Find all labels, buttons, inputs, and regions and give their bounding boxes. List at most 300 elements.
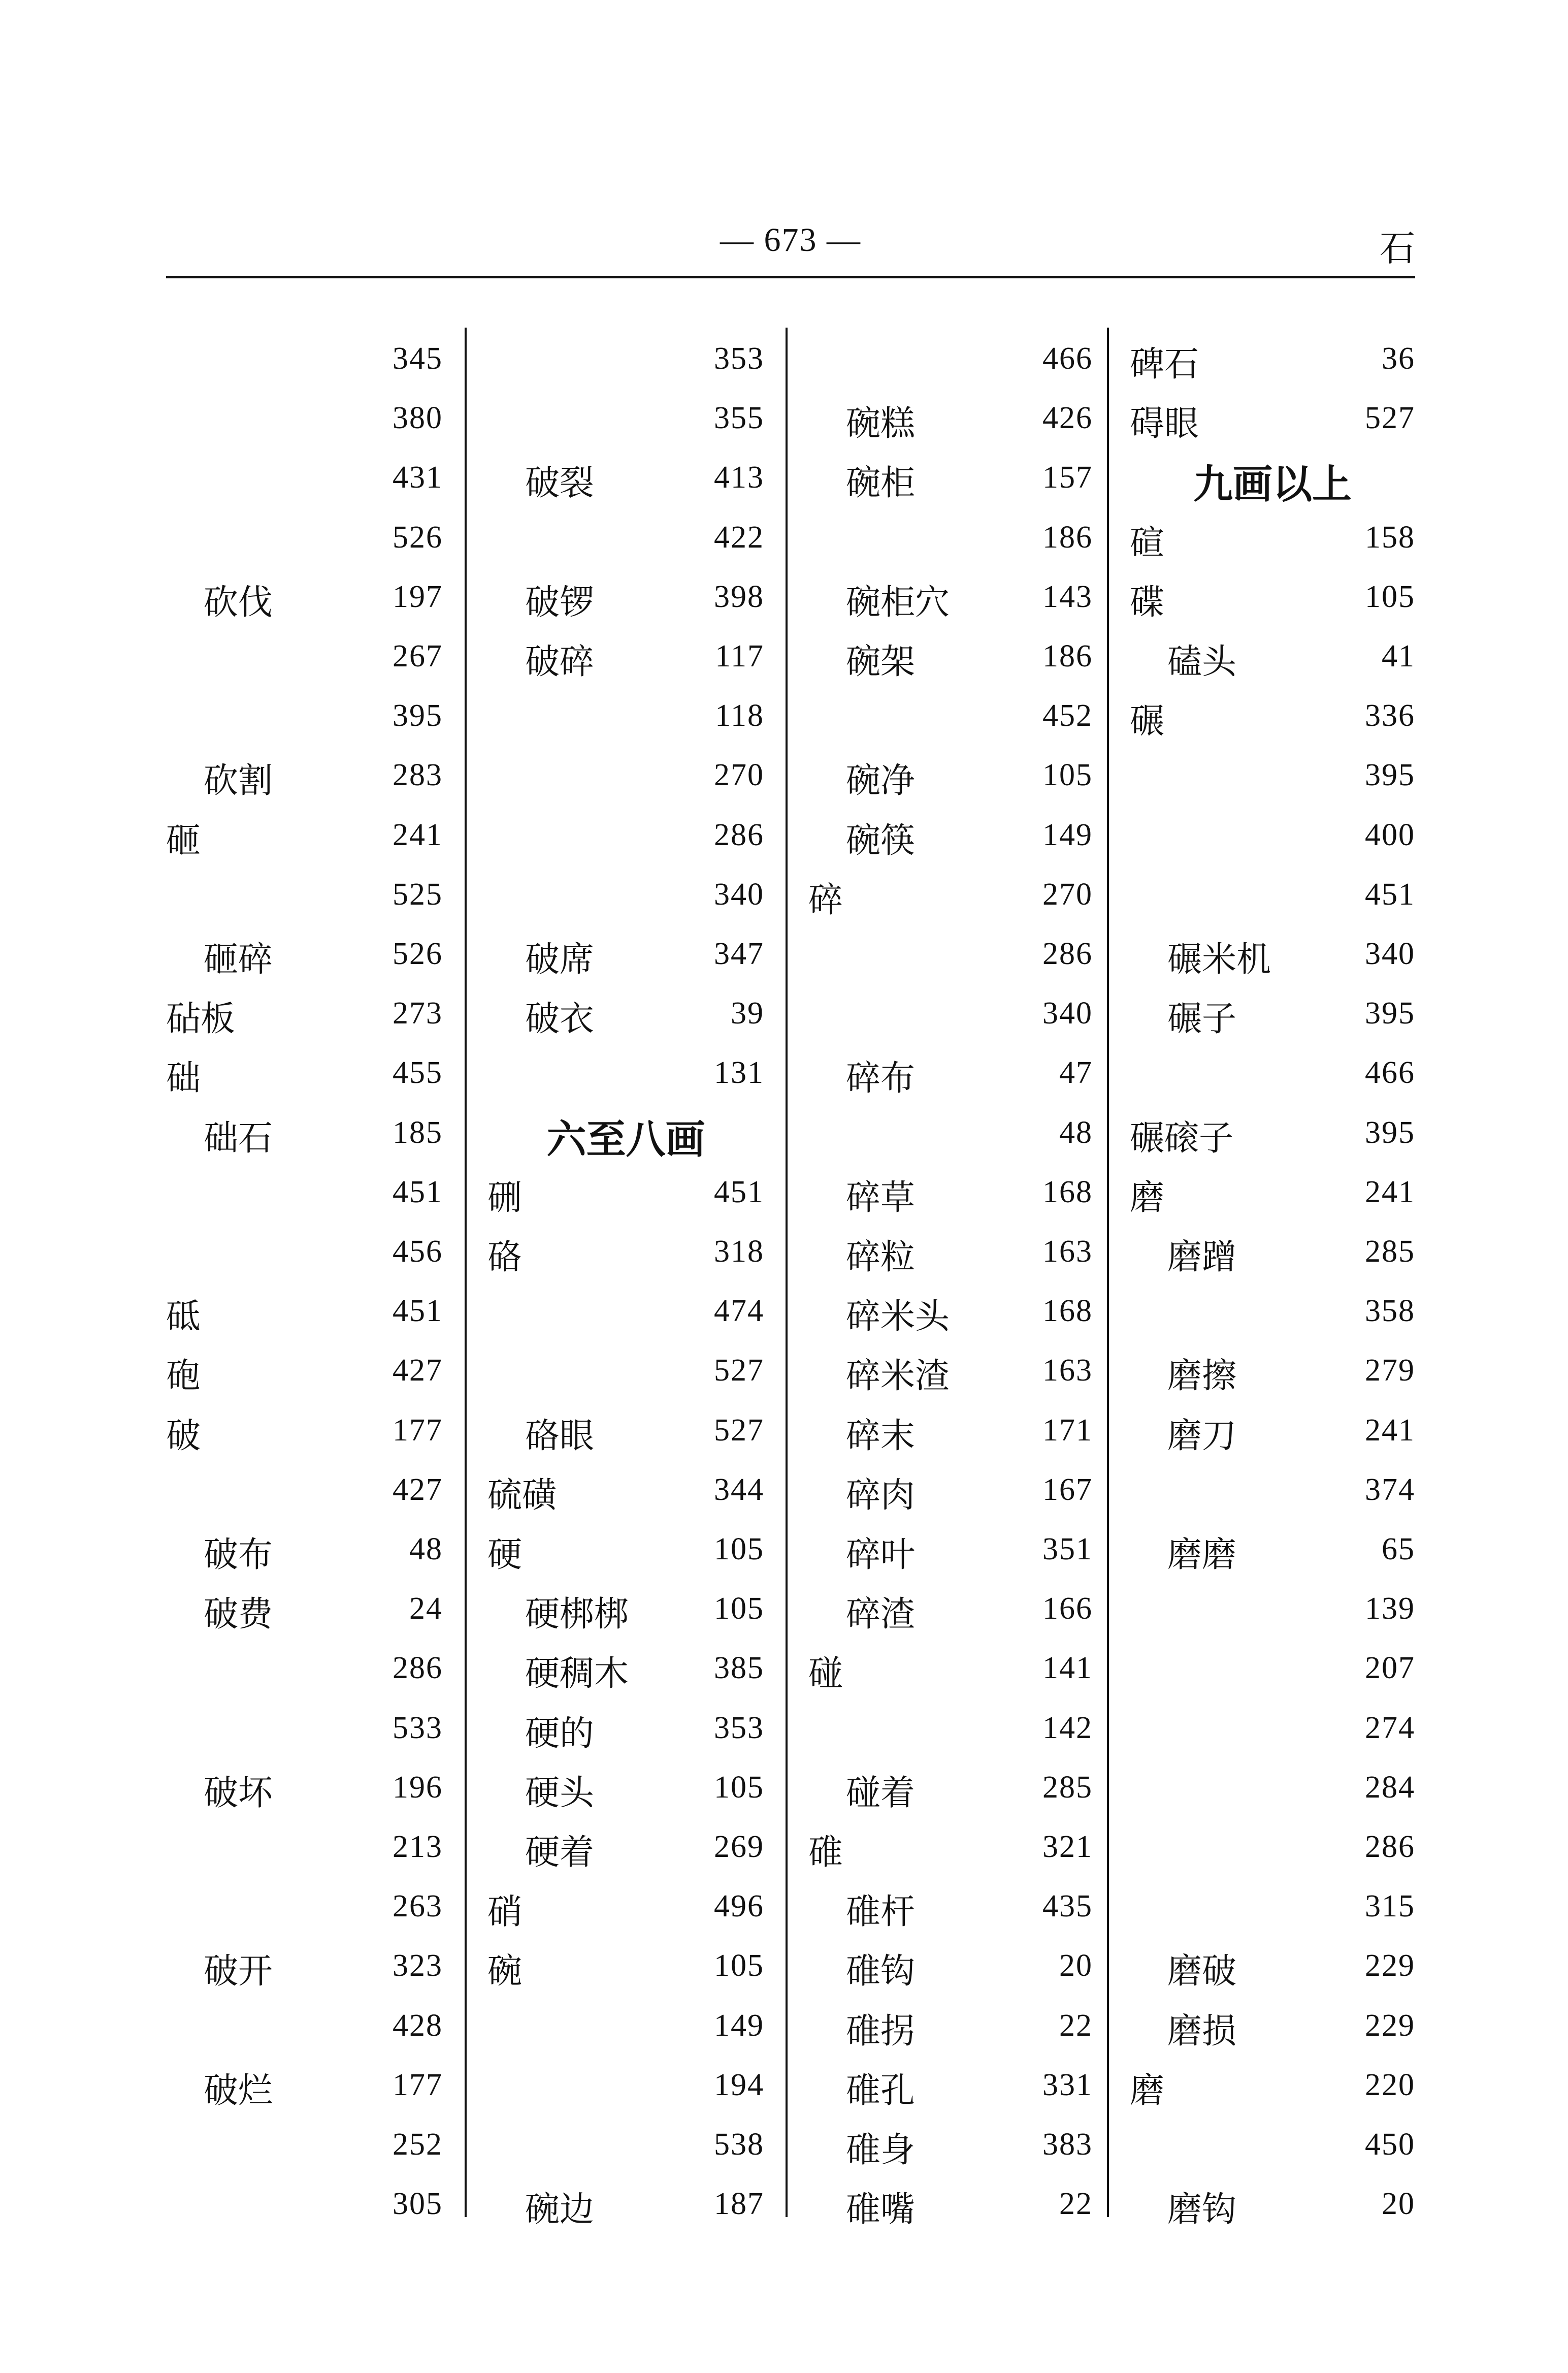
- index-entry: [808, 804, 1093, 863]
- index-entry: [1130, 1578, 1415, 1637]
- entry-page-number: 213: [393, 1830, 443, 1864]
- index-entry: [808, 1339, 1093, 1399]
- index-entry: [1130, 328, 1415, 387]
- entry-term: 磨破: [1167, 1951, 1237, 1992]
- entry-page-number: 105: [714, 1532, 764, 1566]
- index-entry: [1130, 1697, 1415, 1756]
- entry-page-number: 269: [714, 1830, 764, 1864]
- index-entry: [808, 2054, 1093, 2113]
- index-entry: [808, 1221, 1093, 1280]
- index-entry: [166, 2054, 443, 2113]
- index-entry: [487, 1161, 764, 1221]
- index-entry: [1130, 566, 1415, 625]
- index-entry: [166, 328, 443, 387]
- entry-term: 砧板: [166, 999, 236, 1040]
- index-entry: [808, 1042, 1093, 1101]
- entry-page-number: 39: [731, 996, 764, 1031]
- index-entry: [1130, 1102, 1415, 1161]
- index-entry: [166, 744, 443, 804]
- index-column-4: [1130, 328, 1415, 2230]
- entry-page-number: 117: [715, 639, 764, 674]
- entry-page-number: 331: [1042, 2067, 1093, 2102]
- entry-page-number: 450: [1365, 2127, 1415, 2162]
- column-divider: [1107, 328, 1109, 2217]
- index-entry: [166, 625, 443, 685]
- entry-page-number: 207: [1365, 1651, 1415, 1686]
- index-entry: [166, 1518, 443, 1578]
- entry-page-number: 286: [714, 817, 764, 852]
- entry-page-number: 526: [393, 937, 443, 971]
- index-entry: [487, 1995, 764, 2054]
- entry-page-number: 220: [1365, 2067, 1415, 2102]
- entry-page-number: 358: [1365, 1294, 1415, 1329]
- entry-term: 碓嘴: [846, 2190, 916, 2230]
- entry-term: 硬梆梆: [525, 1594, 629, 1635]
- index-entry: [808, 1875, 1093, 1935]
- entry-term: 砸碎: [204, 940, 273, 980]
- index-entry: [808, 566, 1093, 625]
- index-entry: [808, 1697, 1093, 1756]
- index-entry: [166, 566, 443, 625]
- entry-page-number: 345: [393, 341, 443, 376]
- index-entry: [1130, 1637, 1415, 1696]
- entry-term: 碎米头: [846, 1297, 950, 1337]
- entry-term: 砥: [166, 1297, 201, 1337]
- index-entry: [1130, 1339, 1415, 1399]
- column-divider: [786, 328, 788, 2217]
- index-entry: [487, 1459, 764, 1518]
- index-entry: [808, 2173, 1093, 2232]
- entry-term: 磨损: [1167, 2011, 1237, 2051]
- entry-page-number: 538: [714, 2127, 764, 2162]
- index-entry: [166, 1399, 443, 1459]
- index-entry: [1130, 923, 1415, 982]
- entry-page-number: 451: [714, 1174, 764, 1209]
- entry-page-number: 48: [409, 1532, 443, 1566]
- entry-page-number: 395: [1365, 758, 1415, 793]
- entry-page-number: 186: [1042, 639, 1093, 674]
- entry-term: 础: [166, 1059, 201, 1099]
- index-entry: [166, 2173, 443, 2232]
- index-entry: [166, 982, 443, 1042]
- index-entry: [166, 1995, 443, 2054]
- index-entry: [808, 1280, 1093, 1339]
- index-entry: [166, 1042, 443, 1101]
- entry-page-number: 142: [1042, 1710, 1093, 1745]
- index-columns: [166, 328, 1415, 2237]
- index-entry: [1130, 744, 1415, 804]
- entry-term: 硝: [487, 1892, 522, 1933]
- entry-term: 硌眼: [525, 1416, 595, 1456]
- index-entry: [1130, 685, 1415, 744]
- entry-term: 硎: [487, 1177, 522, 1218]
- index-entry: [808, 1995, 1093, 2054]
- index-entry: [487, 2173, 764, 2232]
- index-entry: [166, 685, 443, 744]
- index-entry: [1130, 1875, 1415, 1935]
- entry-term: 砲: [166, 1356, 201, 1397]
- entry-term: 破锣: [525, 582, 595, 623]
- index-entry: [166, 804, 443, 863]
- index-entry: [487, 1697, 764, 1756]
- entry-page-number: 65: [1382, 1532, 1415, 1566]
- entry-page-number: 318: [714, 1234, 764, 1269]
- index-entry: [1130, 1518, 1415, 1578]
- index-entry: [1130, 1459, 1415, 1518]
- entry-term: 碎草: [846, 1177, 916, 1218]
- entry-term: 碰着: [846, 1773, 916, 1813]
- entry-page-number: 105: [714, 1591, 764, 1626]
- entry-term: 碰: [808, 1654, 843, 1694]
- index-entry: [166, 506, 443, 566]
- index-entry: [808, 1637, 1093, 1696]
- entry-page-number: 340: [714, 877, 764, 912]
- entry-page-number: 527: [1365, 401, 1415, 436]
- index-entry: [166, 1280, 443, 1339]
- index-entry: [166, 1339, 443, 1399]
- entry-term: 破: [166, 1416, 201, 1456]
- entry-term: 碎末: [846, 1416, 916, 1456]
- entry-term: 破坏: [204, 1773, 273, 1813]
- entry-page-number: 353: [714, 341, 764, 376]
- index-entry: [808, 1816, 1093, 1875]
- index-entry: [166, 1102, 443, 1161]
- index-entry: [1130, 2173, 1415, 2232]
- entry-page-number: 374: [1365, 1472, 1415, 1507]
- entry-page-number: 274: [1365, 1710, 1415, 1745]
- entry-page-number: 283: [393, 758, 443, 793]
- index-entry: [166, 1221, 443, 1280]
- entry-page-number: 305: [393, 2187, 443, 2222]
- index-entry: [1130, 506, 1415, 566]
- index-entry: [808, 1459, 1093, 1518]
- entry-page-number: 229: [1365, 2008, 1415, 2043]
- index-entry: [808, 1161, 1093, 1221]
- index-column-2: [487, 328, 764, 2230]
- entry-page-number: 252: [393, 2127, 443, 2162]
- entry-term: 碍眼: [1130, 404, 1199, 444]
- entry-page-number: 241: [1365, 1174, 1415, 1209]
- entry-page-number: 496: [714, 1889, 764, 1924]
- entry-term: 磨磨: [1167, 1535, 1237, 1575]
- index-entry: [166, 1697, 443, 1756]
- entry-page-number: 171: [1042, 1413, 1093, 1448]
- entry-term: 碓孔: [846, 2070, 916, 2111]
- index-entry: [487, 1875, 764, 1935]
- column-divider: [465, 328, 467, 2217]
- entry-page-number: 185: [393, 1115, 443, 1150]
- entry-term: 硬: [487, 1535, 522, 1575]
- entry-page-number: 347: [714, 937, 764, 971]
- index-entry: [487, 1042, 764, 1101]
- index-entry: [487, 1339, 764, 1399]
- entry-term: 碗糕: [846, 404, 916, 444]
- index-entry: [808, 387, 1093, 446]
- index-entry: [487, 328, 764, 387]
- index-entry: [487, 685, 764, 744]
- entry-term: 碑石: [1130, 344, 1199, 384]
- entry-page-number: 466: [1365, 1055, 1415, 1091]
- entry-page-number: 426: [1042, 401, 1093, 436]
- index-entry: [487, 1518, 764, 1578]
- entry-page-number: 427: [393, 1472, 443, 1507]
- index-entry: [808, 744, 1093, 804]
- entry-page-number: 168: [1042, 1294, 1093, 1329]
- index-entry: [487, 744, 764, 804]
- entry-page-number: 527: [714, 1353, 764, 1388]
- index-entry: [166, 1637, 443, 1696]
- index-entry: [1130, 1280, 1415, 1339]
- entry-page-number: 285: [1365, 1234, 1415, 1269]
- index-entry: [1130, 1816, 1415, 1875]
- entry-page-number: 270: [714, 758, 764, 793]
- entry-page-number: 141: [1042, 1651, 1093, 1686]
- entry-term: 砍伐: [204, 582, 273, 623]
- entry-page-number: 474: [714, 1294, 764, 1329]
- entry-page-number: 452: [1042, 698, 1093, 733]
- entry-page-number: 177: [393, 2067, 443, 2102]
- index-entry: [1130, 863, 1415, 923]
- entry-page-number: 340: [1042, 996, 1093, 1031]
- index-entry: [487, 1637, 764, 1696]
- entry-term: 碎布: [846, 1059, 916, 1099]
- entry-term: 硬的: [525, 1713, 595, 1754]
- index-entry: [1130, 387, 1415, 446]
- entry-page-number: 241: [1365, 1413, 1415, 1448]
- index-entry: [1130, 2054, 1415, 2113]
- entry-page-number: 166: [1042, 1591, 1093, 1626]
- entry-term: 磨擦: [1167, 1356, 1237, 1397]
- entry-page-number: 186: [1042, 520, 1093, 555]
- entry-page-number: 105: [1042, 758, 1093, 793]
- index-entry: [1130, 1221, 1415, 1280]
- entry-page-number: 525: [393, 877, 443, 912]
- index-entry: [487, 446, 764, 506]
- entry-term: 磨: [1130, 1177, 1165, 1218]
- entry-page-number: 157: [1042, 460, 1093, 495]
- entry-term: 碗边: [525, 2190, 595, 2230]
- entry-page-number: 456: [393, 1234, 443, 1269]
- entry-page-number: 451: [393, 1174, 443, 1209]
- index-entry: [808, 1578, 1093, 1637]
- entry-page-number: 177: [393, 1413, 443, 1448]
- section-heading-text: 六至八画: [546, 1116, 705, 1163]
- entry-page-number: 197: [393, 579, 443, 614]
- entry-page-number: 286: [1042, 937, 1093, 971]
- entry-page-number: 196: [393, 1770, 443, 1805]
- entry-term: 碓拐: [846, 2011, 916, 2051]
- entry-page-number: 527: [714, 1413, 764, 1448]
- index-entry: [166, 1756, 443, 1816]
- index-entry: [487, 1578, 764, 1637]
- entry-term: 砍割: [204, 761, 273, 801]
- entry-page-number: 47: [1059, 1055, 1093, 1091]
- entry-page-number: 353: [714, 1710, 764, 1745]
- entry-page-number: 163: [1042, 1353, 1093, 1388]
- index-entry: [1130, 2113, 1415, 2173]
- index-entry: [808, 863, 1093, 923]
- index-entry: [487, 1280, 764, 1339]
- index-entry: [808, 1935, 1093, 1994]
- entry-page-number: 351: [1042, 1532, 1093, 1566]
- entry-page-number: 321: [1042, 1830, 1093, 1864]
- index-entry: [487, 804, 764, 863]
- entry-page-number: 263: [393, 1889, 443, 1924]
- entry-page-number: 41: [1382, 639, 1415, 674]
- entry-term: 磨钩: [1167, 2190, 1237, 2230]
- entry-page-number: 451: [1365, 877, 1415, 912]
- index-entry: [487, 566, 764, 625]
- index-entry: [808, 328, 1093, 387]
- index-entry: [487, 2113, 764, 2173]
- entry-page-number: 344: [714, 1472, 764, 1507]
- entry-page-number: 167: [1042, 1472, 1093, 1507]
- entry-page-number: 241: [393, 817, 443, 852]
- index-entry: [487, 982, 764, 1042]
- entry-page-number: 526: [393, 520, 443, 555]
- index-entry: [166, 1578, 443, 1637]
- entry-page-number: 323: [393, 1948, 443, 1983]
- index-entry: [487, 1935, 764, 1994]
- entry-term: 破开: [204, 1951, 273, 1992]
- entry-page-number: 455: [393, 1055, 443, 1091]
- entry-term: 碗: [487, 1951, 522, 1992]
- entry-term: 碓杆: [846, 1892, 916, 1933]
- entry-term: 砸: [166, 820, 201, 861]
- index-entry: [1130, 804, 1415, 863]
- entry-page-number: 187: [714, 2187, 764, 2222]
- entry-term: 磨刀: [1167, 1416, 1237, 1456]
- entry-term: 碎: [808, 880, 843, 920]
- index-entry: [166, 1161, 443, 1221]
- entry-page-number: 428: [393, 2008, 443, 2043]
- entry-term: 破布: [204, 1535, 273, 1575]
- index-entry: [808, 2113, 1093, 2173]
- entry-page-number: 105: [714, 1770, 764, 1805]
- entry-page-number: 395: [1365, 1115, 1415, 1150]
- entry-term: 磨: [1130, 2070, 1165, 2111]
- index-entry: [166, 387, 443, 446]
- entry-page-number: 20: [1382, 2187, 1415, 2222]
- index-entry: [487, 1756, 764, 1816]
- entry-term: 础石: [204, 1118, 273, 1159]
- index-entry: [1130, 1161, 1415, 1221]
- index-entry: [1130, 625, 1415, 685]
- entry-page-number: 422: [714, 520, 764, 555]
- index-entry: [1130, 1399, 1415, 1459]
- entry-term: 磕头: [1167, 642, 1237, 682]
- entry-term: 碎粒: [846, 1237, 916, 1277]
- entry-page-number: 413: [714, 460, 764, 495]
- entry-page-number: 336: [1365, 698, 1415, 733]
- entry-term: 碎叶: [846, 1535, 916, 1575]
- entry-term: 磨蹭: [1167, 1237, 1237, 1277]
- index-entry: [808, 506, 1093, 566]
- entry-term: 碎渣: [846, 1594, 916, 1635]
- entry-page-number: 105: [714, 1948, 764, 1983]
- entry-page-number: 427: [393, 1353, 443, 1388]
- header-rule: [166, 276, 1415, 278]
- entry-page-number: 118: [715, 698, 764, 733]
- index-entry: [808, 1756, 1093, 1816]
- entry-page-number: 131: [714, 1055, 764, 1091]
- entry-term: 破烂: [204, 2070, 273, 2111]
- entry-page-number: 168: [1042, 1174, 1093, 1209]
- entry-term: 破费: [204, 1594, 273, 1635]
- section-heading-text: 九画以上: [1193, 462, 1352, 508]
- entry-term: 碹: [1130, 523, 1165, 563]
- entry-term: 硌: [487, 1237, 522, 1277]
- entry-term: 碾子: [1167, 999, 1237, 1040]
- entry-term: 碗柜: [846, 463, 916, 504]
- entry-page-number: 105: [1365, 579, 1415, 614]
- entry-page-number: 270: [1042, 877, 1093, 912]
- index-entry: [487, 923, 764, 982]
- entry-term: 碗架: [846, 642, 916, 682]
- index-entry: [166, 2113, 443, 2173]
- entry-page-number: 284: [1365, 1770, 1415, 1805]
- entry-page-number: 24: [409, 1591, 443, 1626]
- entry-page-number: 466: [1042, 341, 1093, 376]
- entry-term: 碓钩: [846, 1951, 916, 1992]
- entry-page-number: 451: [393, 1294, 443, 1329]
- entry-page-number: 194: [714, 2067, 764, 2102]
- page-number: — 673 —: [720, 221, 861, 259]
- entry-page-number: 139: [1365, 1591, 1415, 1626]
- entry-page-number: 285: [1042, 1770, 1093, 1805]
- entry-term: 硬稠木: [525, 1654, 629, 1694]
- index-entry: [166, 1935, 443, 1994]
- entry-page-number: 149: [1042, 817, 1093, 852]
- section-radical: 石: [1380, 228, 1415, 269]
- entry-page-number: 286: [393, 1651, 443, 1686]
- index-entry: [487, 506, 764, 566]
- entry-page-number: 395: [1365, 996, 1415, 1031]
- index-entry: [487, 625, 764, 685]
- entry-page-number: 22: [1059, 2187, 1093, 2222]
- entry-page-number: 355: [714, 401, 764, 436]
- index-entry: [1130, 1756, 1415, 1816]
- entry-page-number: 533: [393, 1710, 443, 1745]
- index-entry: [808, 446, 1093, 506]
- entry-page-number: 380: [393, 401, 443, 436]
- entry-page-number: 279: [1365, 1353, 1415, 1388]
- entry-page-number: 385: [714, 1651, 764, 1686]
- entry-page-number: 398: [714, 579, 764, 614]
- entry-term: 破席: [525, 940, 595, 980]
- entry-page-number: 315: [1365, 1889, 1415, 1924]
- index-entry: [808, 1399, 1093, 1459]
- index-entry: [808, 982, 1093, 1042]
- index-entry: [1130, 1042, 1415, 1101]
- entry-term: 碓: [808, 1833, 843, 1873]
- entry-term: 破裂: [525, 463, 595, 504]
- entry-term: 碗柜穴: [846, 582, 950, 623]
- index-entry: [487, 863, 764, 923]
- entry-term: 碾米机: [1167, 940, 1271, 980]
- index-entry: [166, 863, 443, 923]
- index-entry: [487, 1221, 764, 1280]
- entry-term: 硬着: [525, 1833, 595, 1873]
- index-entry: [1130, 1995, 1415, 2054]
- entry-page-number: 20: [1059, 1948, 1093, 1983]
- entry-page-number: 435: [1042, 1889, 1093, 1924]
- entry-term: 碎米渣: [846, 1356, 950, 1397]
- entry-term: 碗净: [846, 761, 916, 801]
- entry-term: 碟: [1130, 582, 1165, 623]
- entry-page-number: 400: [1365, 817, 1415, 852]
- index-entry: [808, 685, 1093, 744]
